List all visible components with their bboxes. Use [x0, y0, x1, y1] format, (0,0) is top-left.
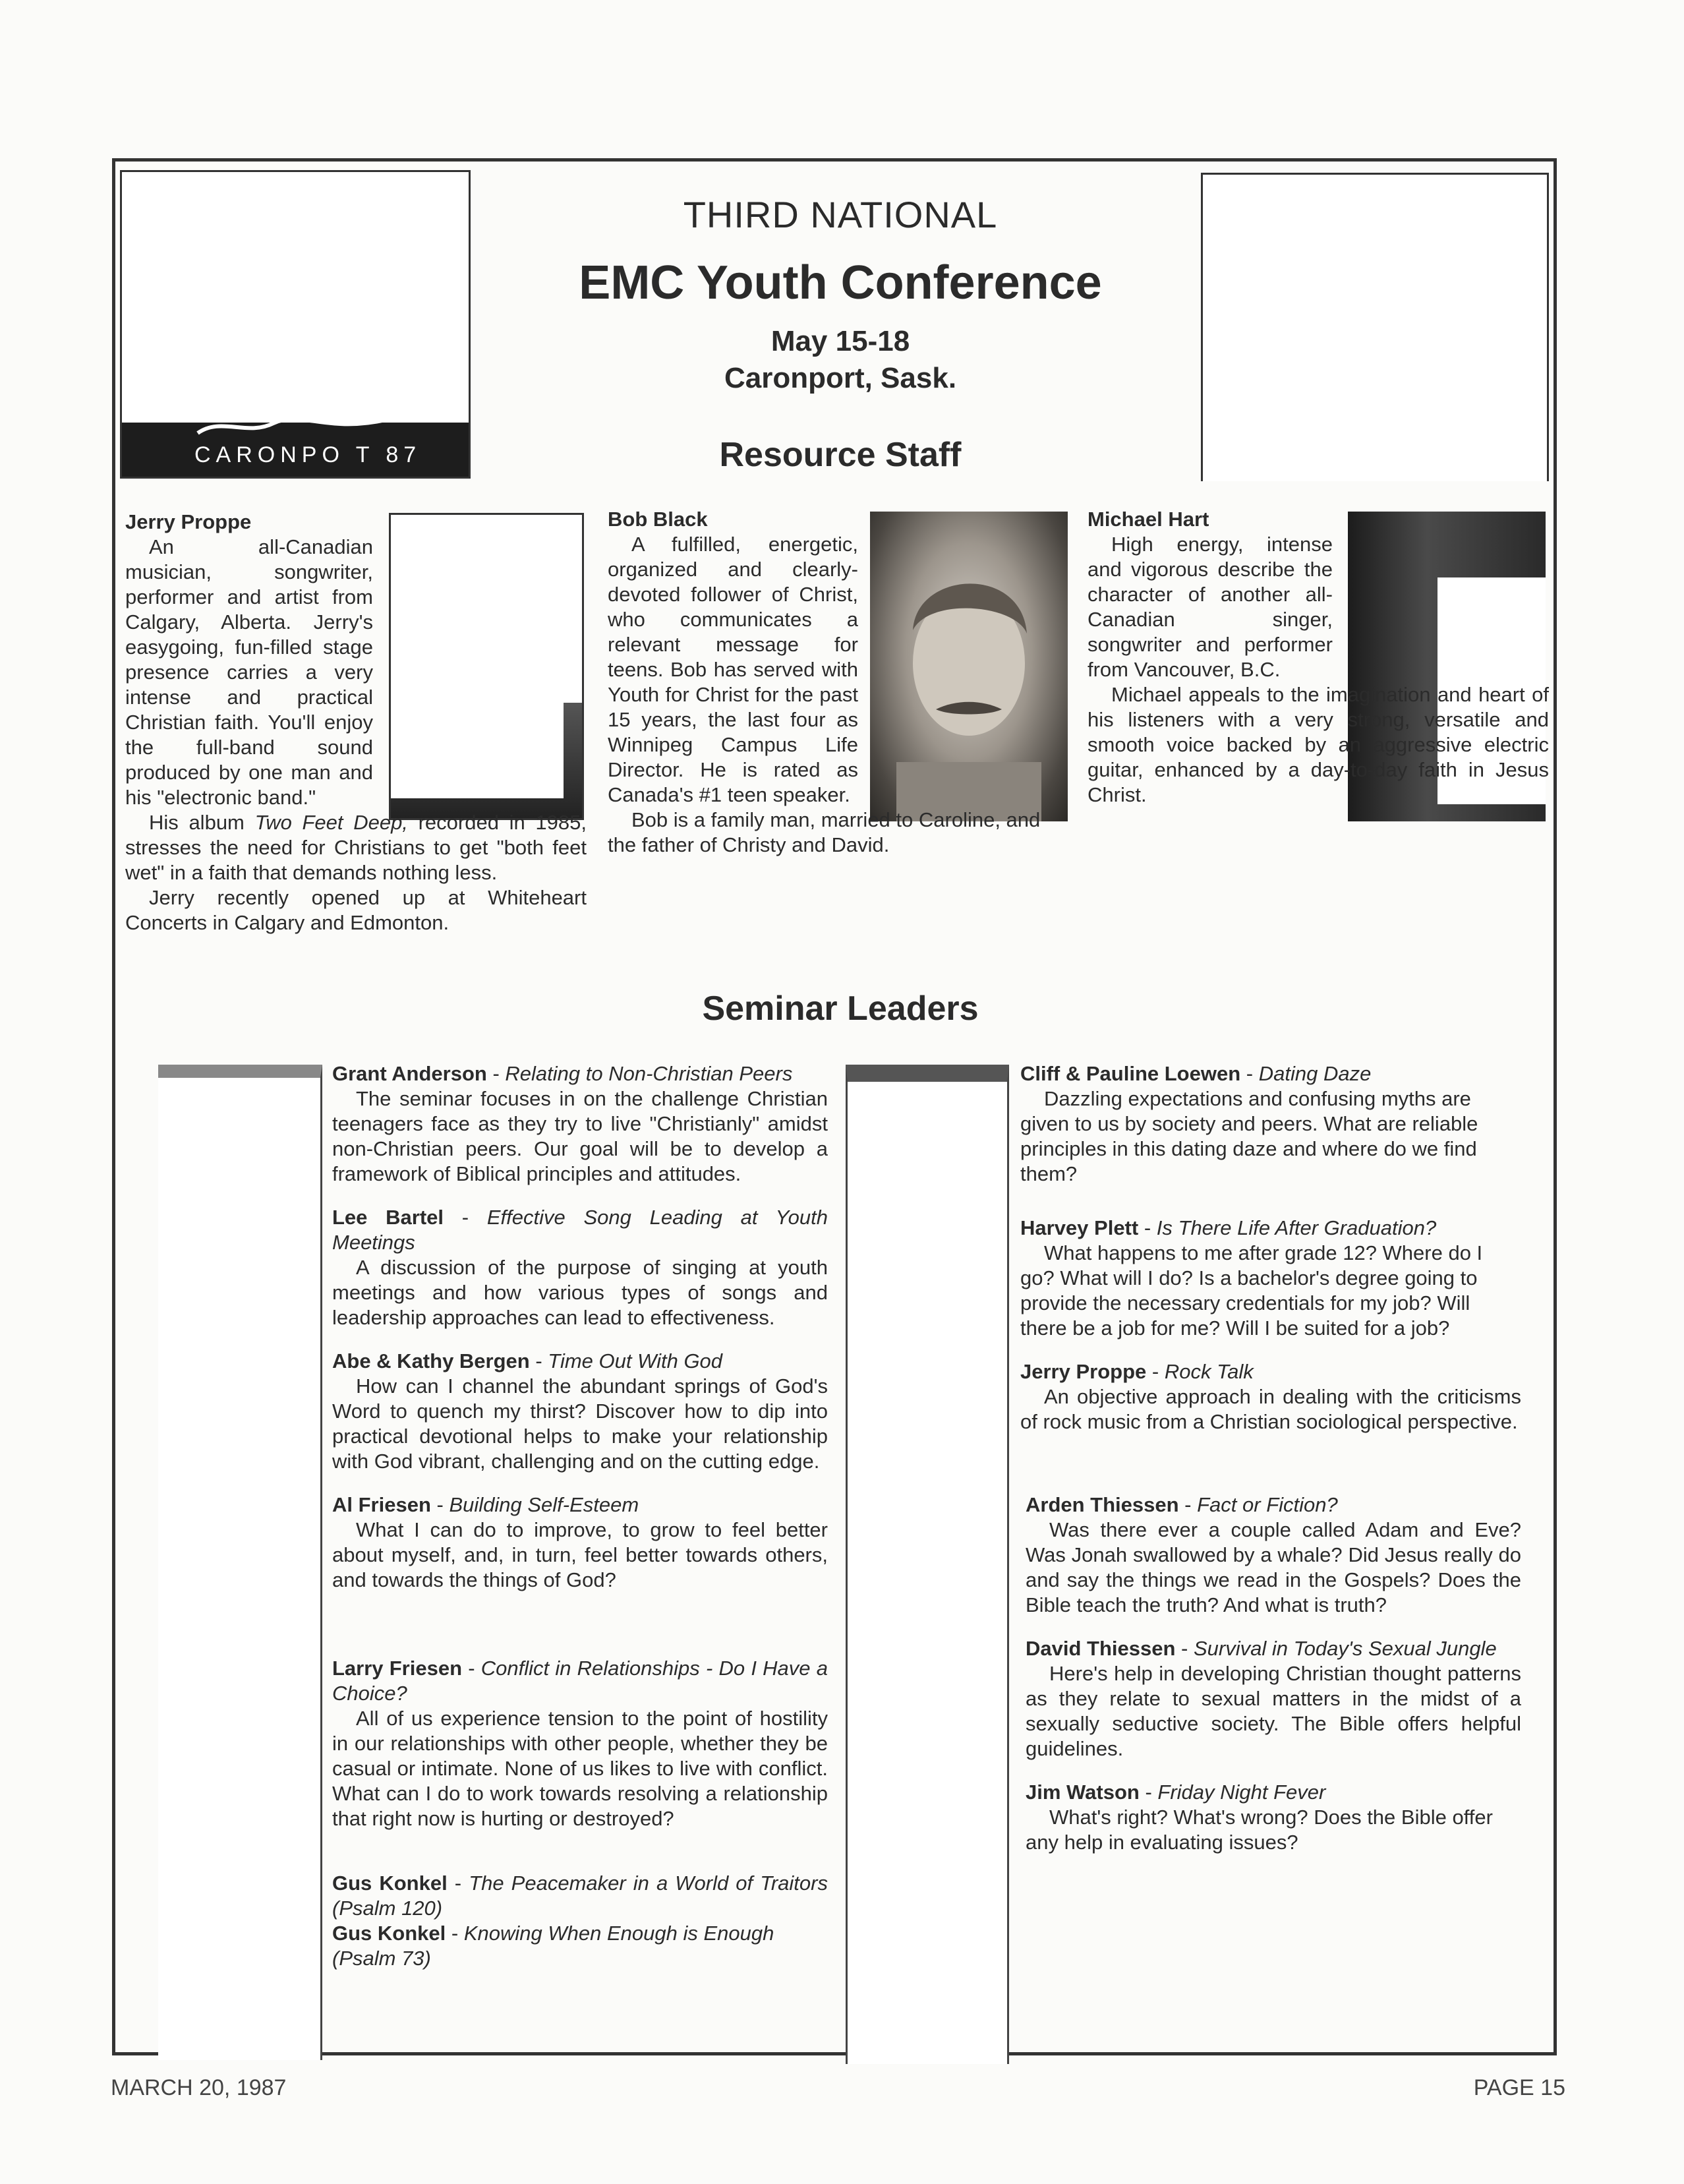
seminar-description: Was there ever a couple called Adam and Eve? Was Jonah swallowed by a whale? Did Jesus really do and say the things we read in the Gospels? Does the Bible teach the truth? And what is truth?	[1026, 1518, 1521, 1616]
staff-bio-paragraph: His album Two Feet Deep, recorded in 1985, stresses the need for Christians to get "both feet wet" in a faith that demands nothing less.	[125, 811, 587, 884]
seminar-entry: Cliff & Pauline Loewen - Dating Daze Dazzling expectations and confusing myths are given to us by society and peers. What are reliable principles in this dating daze and where do we find them?	[1020, 1061, 1521, 1187]
seminar-leader: Grant Anderson	[332, 1062, 487, 1085]
issue-date: MARCH 20, 1987	[111, 2075, 287, 2100]
seminar-entry: Harvey Plett - Is There Life After Graduation? What happens to me after grade 12? Where do I go? What will I do? Is a bachelor's degree going to provide the necessary credentials for my job? Will there be a job for me? Will I be suited for a job?	[1020, 1216, 1521, 1341]
staff-bio-paragraph: An all-Canadian musician, songwriter, performer and artist from Calgary, Alberta. Jerry's easygoing, fun-filled stage presence carries a very intense and practical Christian faith. You'll enjoy the full-band sound produced by one man and his "electronic band."	[125, 535, 373, 809]
staff-name: Jerry Proppe	[125, 510, 252, 533]
seminar-leader: Jim Watson	[1026, 1781, 1140, 1804]
seminar-entry: David Thiessen - Survival in Today's Sexual Jungle Here's help in developing Christian thought patterns as they relate to sexual matters in the midst of a sexually seductive society. The Bible offers helpful guidelines.	[1026, 1637, 1521, 1760]
seminar-title: Relating to Non-Christian Peers	[505, 1062, 793, 1085]
seminar-entry: Larry Friesen - Conflict in Relationships - Do I Have a Choice? All of us experience tension to the point of hostility in our relationships with other people, whether they be casual or intimate. None of us likes to live with conflict. What can I do to work towards resolving a relationship that right now is hurting or destroyed?	[332, 1657, 828, 1830]
seminar-entry: Al Friesen - Building Self-Esteem What I can do to improve, to grow to feel better about myself, and, in turn, feel better towards others, and towards the things of God?	[332, 1493, 828, 1591]
album-title: Two Feet Deep,	[254, 811, 408, 834]
event-date-range: May 15-18	[770, 325, 910, 357]
photo-placeholder-top-right	[1201, 173, 1549, 481]
seminar-title: Building Self-Esteem	[449, 1493, 639, 1516]
resource-staff-heading: Resource Staff	[719, 436, 962, 474]
seminar-description: Here's help in developing Christian thought patterns as they relate to sexual matters in the midst of a sexually seductive society. The Bible offers helpful guidelines.	[1026, 1662, 1521, 1760]
seminar-title: Survival in Today's Sexual Jungle	[1193, 1637, 1497, 1660]
seminar-entry: Jerry Proppe - Rock Talk An objective approach in dealing with the criticisms of rock music from a Christian sociological perspective.	[1020, 1360, 1521, 1433]
seminar-leader: Gus Konkel	[332, 1872, 448, 1895]
seminar-list-left	[332, 1061, 828, 1990]
seminar-description: What I can do to improve, to grow to feel better about myself, and, in turn, feel better towards others, and towards the things of God?	[332, 1518, 828, 1591]
staff-bio-paragraph: Michael appeals to the imagination and heart of his listeners with a very strong, versatile and smooth voice backed by an aggressive electric guitar, enhanced by a day-to-day faith in Jesus Christ.	[1088, 683, 1549, 806]
seminar-title: The Peacemaker in a World of Traitors (Psalm 120)	[332, 1872, 828, 1920]
seminar-leader: Jerry Proppe	[1020, 1360, 1147, 1383]
conference-logo	[120, 170, 471, 479]
logo-script-icon	[194, 413, 392, 440]
seminar-leader: Cliff & Pauline Loewen	[1020, 1062, 1241, 1085]
seminar-leader: Al Friesen	[332, 1493, 431, 1516]
seminar-leader: Harvey Plett	[1020, 1216, 1139, 1239]
staff-bio-paragraph: High energy, intense and vigorous describe the character of another all-Canadian singer, songwriter and performer from Vancouver, B.C.	[1088, 533, 1333, 681]
seminar-leader: Abe & Kathy Bergen	[332, 1349, 530, 1372]
seminar-leader: Lee Bartel	[332, 1206, 444, 1229]
seminar-description: How can I channel the abundant springs of God's Word to quench my thirst? Discover how to dip into practical devotional helps to make your relationship with God vibrant, challenging and on the cutting edge.	[332, 1374, 828, 1473]
seminar-title: Effective Song Leading at Youth Meetings	[332, 1206, 828, 1254]
seminar-photo-strip-left	[158, 1065, 322, 2060]
seminar-list-right	[1020, 1061, 1521, 1874]
seminar-title: Dating Daze	[1258, 1062, 1372, 1085]
staff-bio-paragraph: Bob is a family man, married to Caroline, and the father of Christy and David.	[608, 808, 1041, 856]
seminar-title: Conflict in Relationships - Do I Have a Choice?	[332, 1657, 828, 1705]
bob-black-bio	[608, 507, 1069, 858]
seminar-title: Knowing When Enough is Enough (Psalm 73)	[332, 1922, 774, 1970]
seminar-description: Dazzling expectations and confusing myths are given to us by society and peers. What are reliable principles in this dating daze and where do we find them?	[1020, 1087, 1478, 1185]
seminar-entry: Gus Konkel - Knowing When Enough is Enough (Psalm 73)	[332, 1922, 774, 1970]
staff-name: Michael Hart	[1088, 508, 1209, 531]
logo-text: CARONPO T 87	[194, 442, 422, 467]
seminar-description: All of us experience tension to the point of hostility in our relationships with other people, whether they be casual or intimate. None of us likes to live with conflict. What can I do to work towards resolving a relationship that right now is hurting or destroyed?	[332, 1707, 828, 1830]
seminar-description: What happens to me after grade 12? Where do I go? What will I do? Is a bachelor's degree going to provide the necessary credentials for my job? Will there be a job for me? Will I be suited for a job?	[1020, 1241, 1483, 1340]
seminar-photo-strip-center	[846, 1065, 1009, 2064]
seminar-entry: Gus Konkel - The Peacemaker in a World of Traitors (Psalm 120)	[332, 1872, 828, 1920]
seminar-title: Friday Night Fever	[1157, 1781, 1326, 1804]
seminar-entry: Lee Bartel - Effective Song Leading at Youth Meetings A discussion of the purpose of singing at youth meetings and how various types of songs and leadership approaches can lead to effectiveness.	[332, 1206, 828, 1329]
staff-bio-paragraph: Jerry recently opened up at Whiteheart Concerts in Calgary and Edmonton.	[125, 886, 587, 934]
seminar-description: The seminar focuses in on the challenge Christian teenagers face as they try to live "Christianly" amidst non-Christian peers. Our goal will be to develop a framework of Biblical principles and attitudes.	[332, 1087, 828, 1185]
seminar-title: Fact or Fiction?	[1197, 1493, 1338, 1516]
jerry-proppe-bio	[125, 510, 587, 935]
seminar-entry: Abe & Kathy Bergen - Time Out With God How can I channel the abundant springs of God's Word to quench my thirst? Discover how to dip into practical devotional helps to make your relationship with God vibrant, challenging and on the cutting edge.	[332, 1349, 828, 1473]
seminar-entry: Jim Watson - Friday Night Fever What's right? What's wrong? Does the Bible offer any help in evaluating issues?	[1026, 1780, 1521, 1855]
seminar-leader: David Thiessen	[1026, 1637, 1176, 1660]
header-kicker: THIRD NATIONAL	[683, 194, 998, 235]
seminar-entry: Arden Thiessen - Fact or Fiction? Was there ever a couple called Adam and Eve? Was Jonah swallowed by a whale? Did Jesus really do and say the things we read in the Gospels? Does the Bible teach the truth? And what is truth?	[1026, 1493, 1521, 1616]
staff-bio-paragraph: A fulfilled, energetic, organized and clearly-devoted follower of Christ, who communicates a relevant message for teens. Bob has served with Youth for Christ for the past 15 years, the last four as Winnipeg Campus Life Director. He is rated as Canada's #1 teen speaker.	[608, 533, 858, 806]
michael-hart-bio	[1088, 507, 1549, 808]
seminar-description: What's right? What's wrong? Does the Bible offer any help in evaluating issues?	[1026, 1806, 1493, 1854]
seminar-entry: Grant Anderson - Relating to Non-Christian Peers The seminar focuses in on the challenge Christian teenagers face as they try to live "Christianly" amidst non-Christian peers. Our goal will be to develop a framework of Biblical principles and attitudes.	[332, 1062, 828, 1185]
page-title: EMC Youth Conference	[579, 256, 1102, 309]
seminar-title: Time Out With God	[548, 1349, 723, 1372]
seminar-title: Is There Life After Graduation?	[1156, 1216, 1437, 1239]
seminar-leader: Gus Konkel	[332, 1922, 446, 1945]
event-location: Caronport, Sask.	[724, 362, 957, 394]
seminar-title: Rock Talk	[1164, 1360, 1254, 1383]
event-dates	[461, 323, 1219, 397]
logo-band	[122, 423, 469, 477]
page-number: PAGE 15	[1473, 2075, 1565, 2100]
seminar-leader: Larry Friesen	[332, 1657, 463, 1680]
seminar-description: An objective approach in dealing with the criticisms of rock music from a Christian sociological perspective.	[1020, 1385, 1521, 1433]
seminar-leader: Arden Thiessen	[1026, 1493, 1179, 1516]
seminar-leaders-heading: Seminar Leaders	[702, 989, 979, 1028]
seminar-description: A discussion of the purpose of singing at youth meetings and how various types of songs and leadership approaches can lead to effectiveness.	[332, 1256, 828, 1329]
staff-name: Bob Black	[608, 508, 708, 531]
